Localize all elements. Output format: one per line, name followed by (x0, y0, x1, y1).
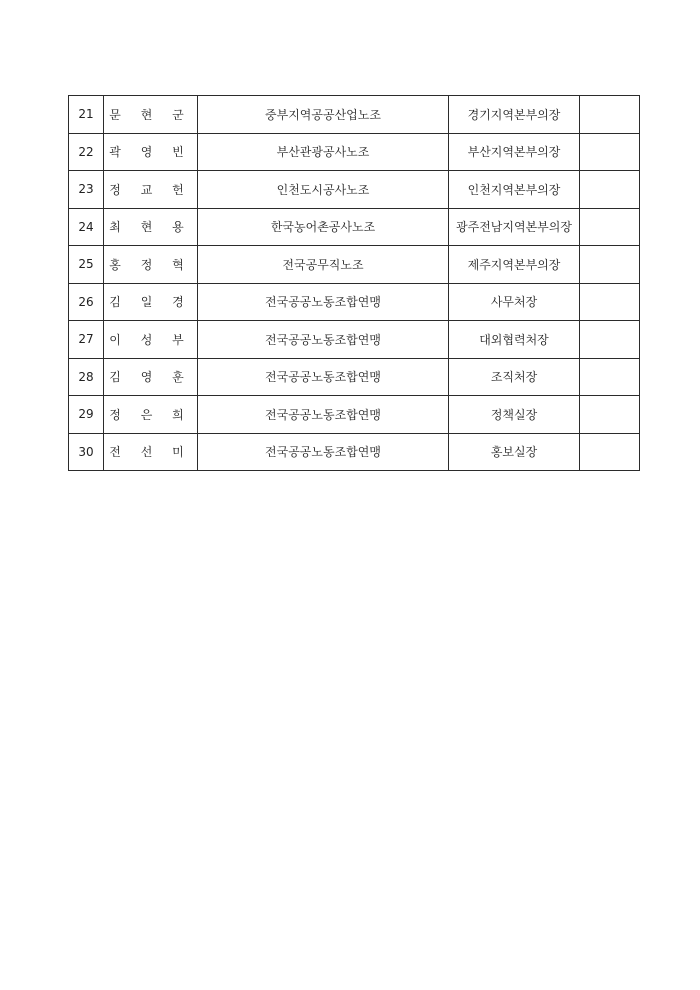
table-row (69, 321, 640, 359)
note-cell (580, 358, 640, 396)
table-row (69, 96, 640, 134)
row-number-cell: 21 (69, 96, 104, 134)
position-cell: 사무처장 (449, 283, 580, 321)
row-number-cell: 25 (69, 246, 104, 284)
table-row (69, 358, 640, 396)
note-cell (580, 133, 640, 171)
organization-cell: 전국공공노동조합연맹 (198, 321, 449, 359)
member-name-cell: 전 선 미 (104, 433, 198, 471)
note-cell (580, 433, 640, 471)
member-name-cell: 정 교 헌 (104, 171, 198, 209)
table-row (69, 283, 640, 321)
row-number-cell: 26 (69, 283, 104, 321)
member-name-cell: 최 현 용 (104, 208, 198, 246)
organization-cell: 전국공공노동조합연맹 (198, 433, 449, 471)
member-name-cell: 김 일 경 (104, 283, 198, 321)
organization-cell: 부산관광공사노조 (198, 133, 449, 171)
organization-cell: 전국공공노동조합연맹 (198, 283, 449, 321)
organization-cell: 인천도시공사노조 (198, 171, 449, 209)
member-name-cell: 홍 정 혁 (104, 246, 198, 284)
organization-cell: 중부지역공공산업노조 (198, 96, 449, 134)
row-number-cell: 22 (69, 133, 104, 171)
position-cell: 인천지역본부의장 (449, 171, 580, 209)
table-row (69, 171, 640, 209)
organization-cell: 전국공무직노조 (198, 246, 449, 284)
table-row (69, 133, 640, 171)
position-cell: 광주전남지역본부의장 (449, 208, 580, 246)
row-number-cell: 27 (69, 321, 104, 359)
table-row (69, 433, 640, 471)
table-row (69, 208, 640, 246)
table-row (69, 246, 640, 284)
member-name-cell: 이 성 부 (104, 321, 198, 359)
row-number-cell: 28 (69, 358, 104, 396)
note-cell (580, 246, 640, 284)
row-number-cell: 23 (69, 171, 104, 209)
member-name-cell: 곽 영 빈 (104, 133, 198, 171)
table-row (69, 396, 640, 434)
organization-cell: 전국공공노동조합연맹 (198, 396, 449, 434)
note-cell (580, 208, 640, 246)
position-cell: 홍보실장 (449, 433, 580, 471)
member-name-cell: 정 은 희 (104, 396, 198, 434)
row-number-cell: 29 (69, 396, 104, 434)
member-name-cell: 김 영 훈 (104, 358, 198, 396)
organization-cell: 한국농어촌공사노조 (198, 208, 449, 246)
position-cell: 대외협력처장 (449, 321, 580, 359)
position-cell: 경기지역본부의장 (449, 96, 580, 134)
position-cell: 제주지역본부의장 (449, 246, 580, 284)
member-name-cell: 문 현 군 (104, 96, 198, 134)
roster-body (69, 96, 640, 471)
row-number-cell: 30 (69, 433, 104, 471)
member-roster-table (68, 95, 640, 471)
note-cell (580, 96, 640, 134)
organization-cell: 전국공공노동조합연맹 (198, 358, 449, 396)
note-cell (580, 171, 640, 209)
note-cell (580, 283, 640, 321)
row-number-cell: 24 (69, 208, 104, 246)
note-cell (580, 396, 640, 434)
position-cell: 부산지역본부의장 (449, 133, 580, 171)
position-cell: 정책실장 (449, 396, 580, 434)
note-cell (580, 321, 640, 359)
position-cell: 조직처장 (449, 358, 580, 396)
